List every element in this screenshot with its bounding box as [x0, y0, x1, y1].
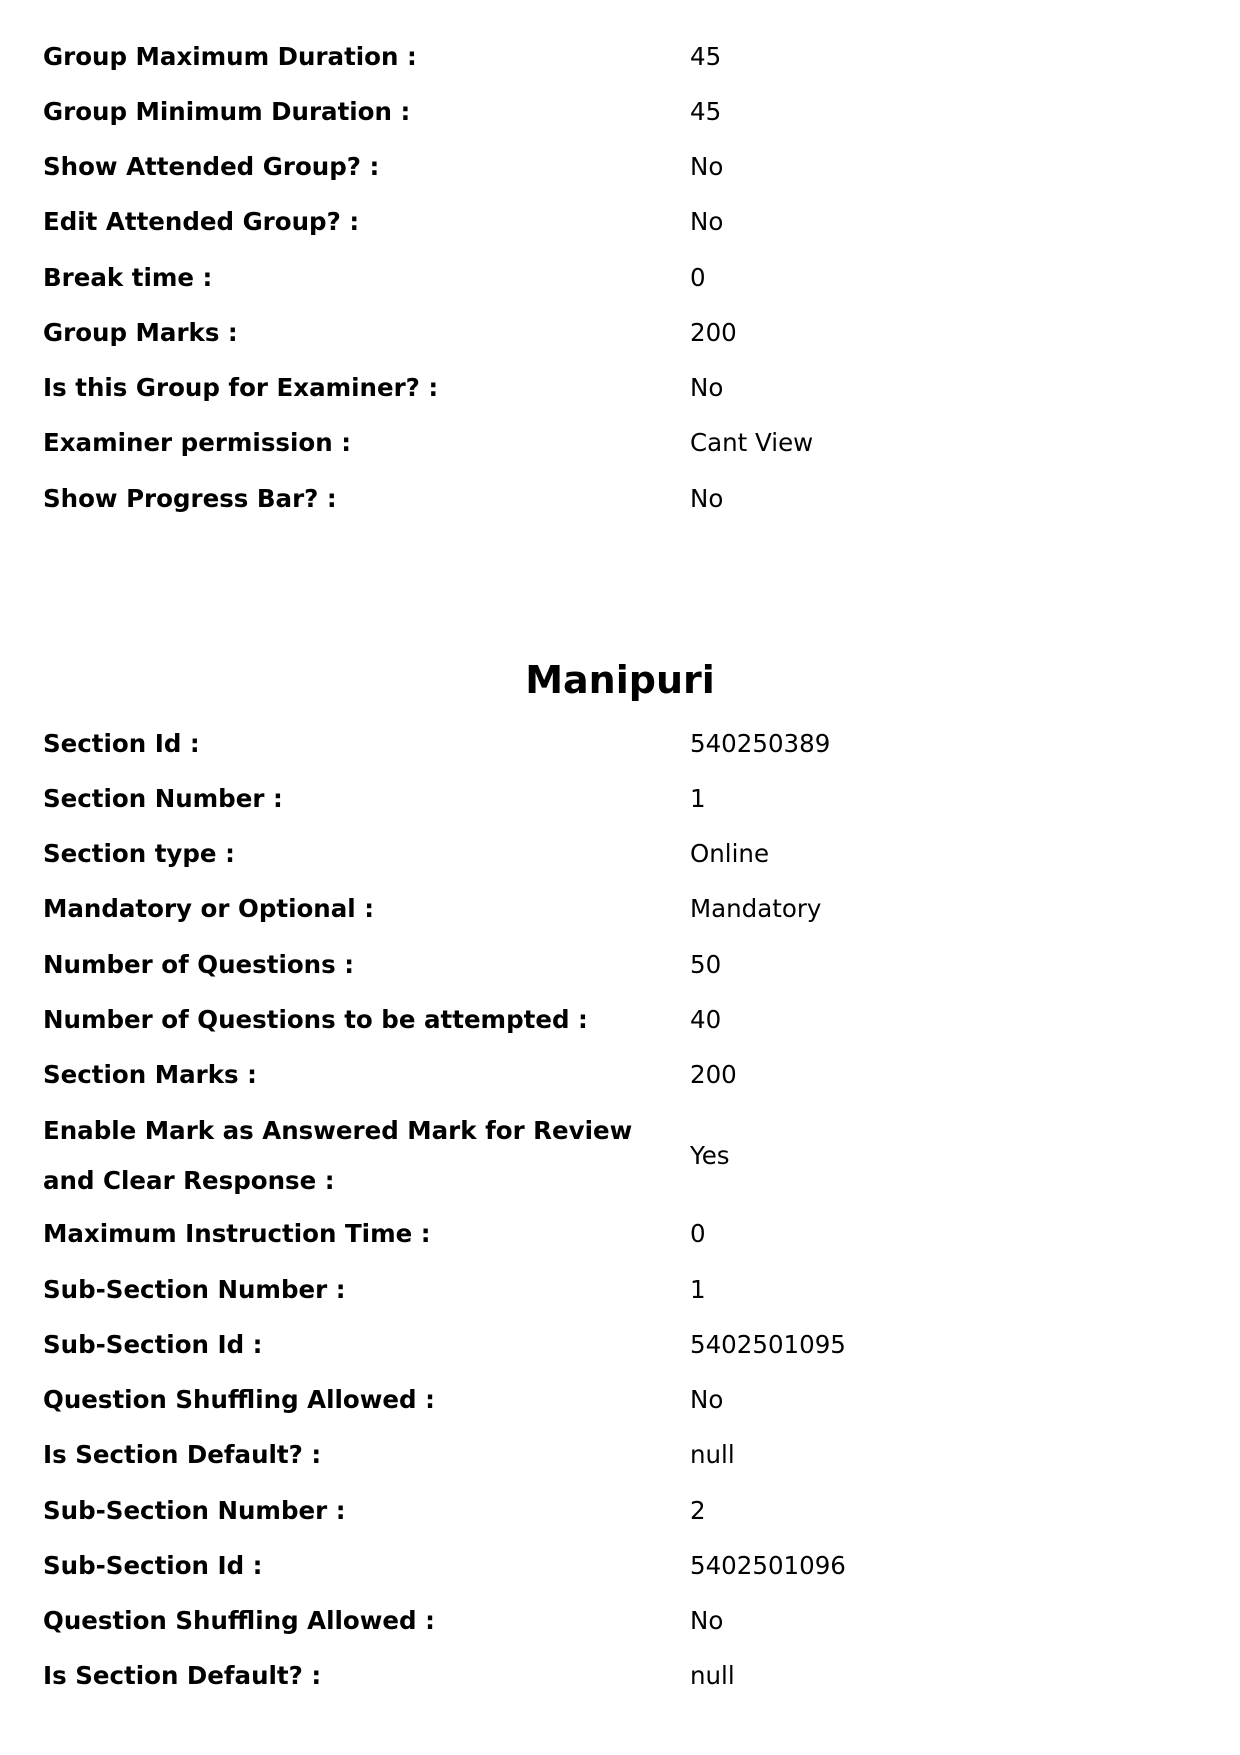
mandatory-optional-row [43, 889, 1193, 929]
sub-section-id-row [43, 1546, 1193, 1586]
field-label: Edit Attended Group? : [43, 207, 360, 236]
field-label: Show Attended Group? : [43, 152, 380, 181]
field-label: Group Maximum Duration : [43, 42, 417, 71]
field-value: null [690, 1440, 735, 1469]
show-attended-group-row [43, 147, 1193, 187]
field-value: null [690, 1661, 735, 1690]
field-value: 45 [690, 97, 722, 126]
enable-mark-answered-row [43, 1106, 1193, 1206]
group-marks-row [43, 313, 1193, 353]
section-id-row [43, 724, 1193, 764]
field-label: Break time : [43, 263, 213, 292]
section-number-row [43, 779, 1193, 819]
field-value: Cant View [690, 428, 814, 457]
number-of-questions-row [43, 945, 1193, 985]
field-value: 50 [690, 950, 722, 979]
sub-section-number-row [43, 1491, 1193, 1531]
field-value: Online [690, 839, 770, 868]
field-value: 540250389 [690, 729, 831, 758]
group-for-examiner-row [43, 368, 1193, 408]
field-label: Section Number : [43, 784, 283, 813]
field-label: Number of Questions to be attempted : [43, 1005, 588, 1034]
sub-section-id-row [43, 1325, 1193, 1365]
max-instruction-time-row [43, 1214, 1193, 1254]
examiner-permission-row [43, 423, 1193, 463]
field-value: 200 [690, 1060, 737, 1089]
section-marks-row [43, 1055, 1193, 1095]
field-value: No [690, 373, 724, 402]
field-value: 40 [690, 1005, 722, 1034]
field-value: 2 [690, 1496, 706, 1525]
field-label: Sub-Section Id : [43, 1330, 263, 1359]
field-label: Question Shuffling Allowed : [43, 1606, 435, 1635]
field-value: No [690, 207, 724, 236]
field-label: Is Section Default? : [43, 1440, 322, 1469]
field-value: No [690, 152, 724, 181]
field-value: 5402501095 [690, 1330, 846, 1359]
field-value: Mandatory [690, 894, 822, 923]
field-label: Number of Questions : [43, 950, 355, 979]
field-value: 0 [690, 263, 706, 292]
section-title: Manipuri [525, 658, 715, 702]
section-type-row [43, 834, 1193, 874]
field-label: Section type : [43, 839, 235, 868]
section-default-row [43, 1435, 1193, 1475]
field-label: Section Marks : [43, 1060, 257, 1089]
sub-section-number-row [43, 1270, 1193, 1310]
group-min-duration-row [43, 92, 1193, 132]
field-label: Is this Group for Examiner? : [43, 373, 439, 402]
field-label: Examiner permission : [43, 428, 351, 457]
questions-to-attempt-row [43, 1000, 1193, 1040]
field-label: Sub-Section Id : [43, 1551, 263, 1580]
field-value: No [690, 1606, 724, 1635]
field-value: 45 [690, 42, 722, 71]
field-value: 200 [690, 318, 737, 347]
field-label: Maximum Instruction Time : [43, 1219, 431, 1248]
field-label: Is Section Default? : [43, 1661, 322, 1690]
field-value: No [690, 1385, 724, 1414]
field-value: 1 [690, 1275, 706, 1304]
group-max-duration-row [43, 37, 1193, 77]
field-value: No [690, 484, 724, 513]
field-label: Show Progress Bar? : [43, 484, 337, 513]
field-label: Question Shuffling Allowed : [43, 1385, 435, 1414]
field-label: Group Marks : [43, 318, 238, 347]
field-label: Group Minimum Duration : [43, 97, 411, 126]
field-label: Sub-Section Number : [43, 1496, 346, 1525]
field-value: Yes [690, 1141, 730, 1170]
question-shuffling-row [43, 1380, 1193, 1420]
section-default-row [43, 1656, 1193, 1696]
field-value: 0 [690, 1219, 706, 1248]
field-value: 5402501096 [690, 1551, 846, 1580]
field-label: Mandatory or Optional : [43, 894, 375, 923]
question-shuffling-row [43, 1601, 1193, 1641]
field-label: Section Id : [43, 729, 200, 758]
break-time-row [43, 258, 1193, 298]
show-progress-bar-row [43, 479, 1193, 519]
field-label: Sub-Section Number : [43, 1275, 346, 1304]
edit-attended-group-row [43, 202, 1193, 242]
field-value: 1 [690, 784, 706, 813]
field-label: Enable Mark as Answered Mark for Review and Clear Response : [43, 1116, 633, 1195]
